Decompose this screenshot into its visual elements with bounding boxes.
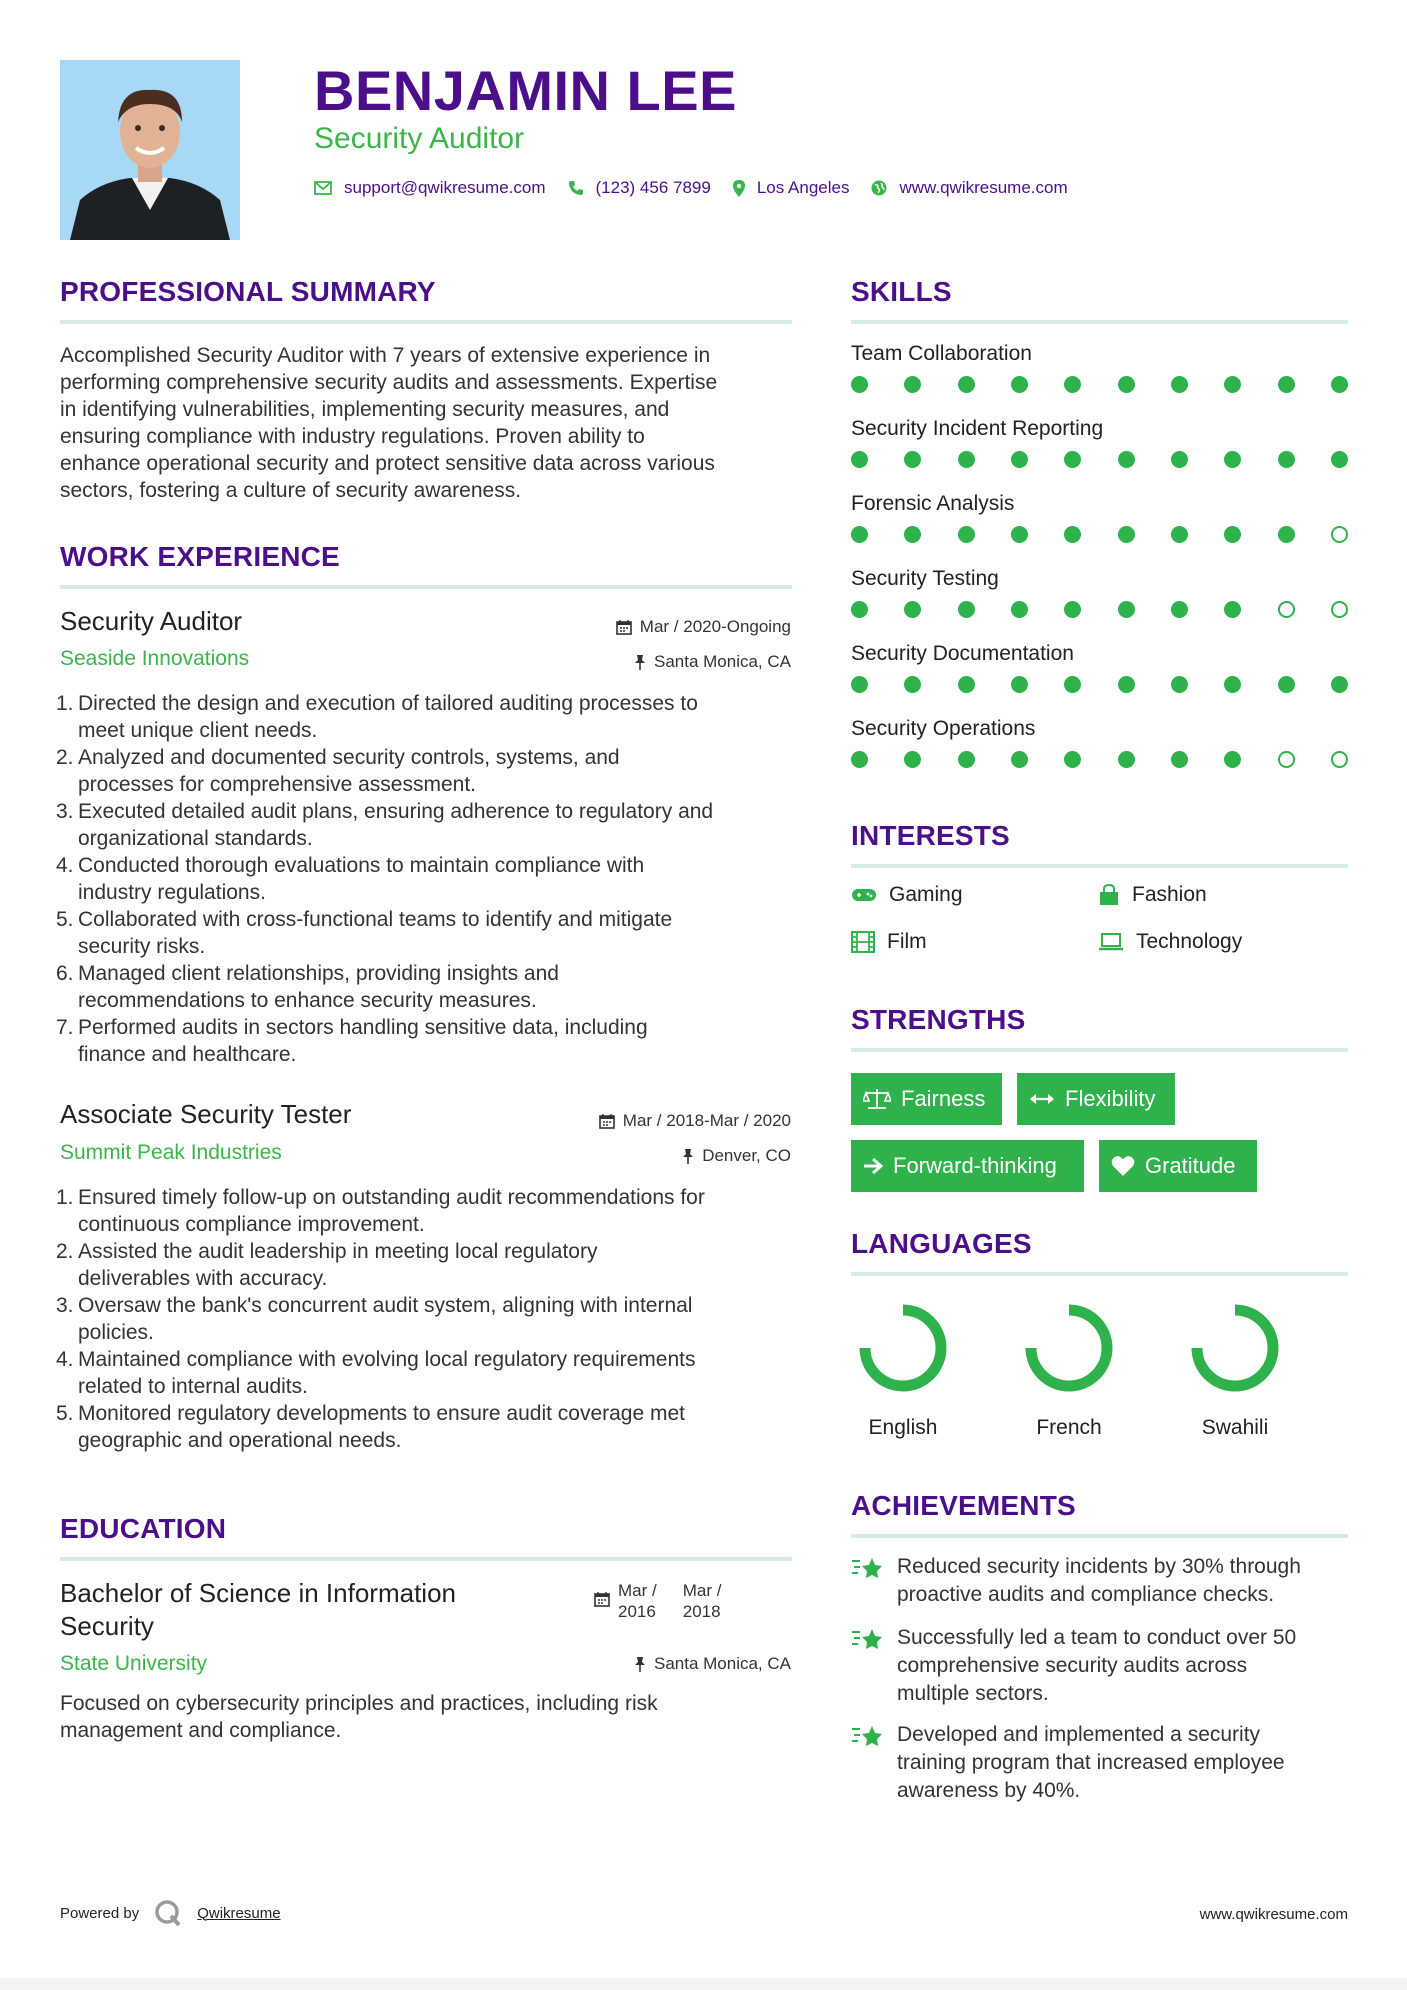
- section-divider: [851, 1048, 1348, 1052]
- rating-dot-filled: [1011, 751, 1028, 768]
- calendar-icon: [599, 1113, 615, 1129]
- job-company: Summit Peak Industries: [60, 1141, 282, 1164]
- skill-name: Security Documentation: [851, 642, 1074, 665]
- list-item: 5. Collaborated with cross-functional teams to identify and mitigate security risks.: [56, 908, 673, 958]
- rating-dot-filled: [1118, 451, 1135, 468]
- rating-dot-filled: [1171, 451, 1188, 468]
- contact-website[interactable]: [871, 178, 1067, 198]
- shooting-star-icon: [851, 1555, 885, 1583]
- skill-name: Forensic Analysis: [851, 492, 1015, 515]
- rating-dot-filled: [851, 751, 868, 768]
- interest-label: Fashion: [1132, 883, 1207, 906]
- rating-dot-empty: [1331, 526, 1348, 543]
- rating-dot-filled: [1278, 676, 1295, 693]
- rating-dot-filled: [1011, 376, 1028, 393]
- rating-dot-filled: [851, 601, 868, 618]
- language-item: [1175, 1300, 1295, 1440]
- proficiency-arc: [865, 1310, 941, 1386]
- job-company: Seaside Innovations: [60, 647, 250, 670]
- skill-item: [851, 717, 1348, 741]
- list-item: 3. Executed detailed audit plans, ensuring adherence to regulatory and organizational standards.: [56, 800, 714, 850]
- map-marker-icon: [733, 180, 745, 197]
- skill-name: Team Collaboration: [851, 342, 1032, 365]
- skill-name: Security Operations: [851, 717, 1036, 740]
- rating-dot-filled: [1278, 451, 1295, 468]
- language-proficiency-ring: [1021, 1300, 1117, 1396]
- education-section-heading: [60, 1513, 792, 1561]
- interest-item: [1098, 883, 1207, 907]
- rating-dot-filled: [1011, 676, 1028, 693]
- language-item: [1009, 1300, 1129, 1440]
- candidate-role: Security Auditor: [314, 122, 525, 155]
- email-text: support@qwikresume.com: [344, 178, 546, 197]
- strength-tag: [1099, 1140, 1257, 1192]
- list-item: 7. Performed audits in sectors handling sensitive data, including finance and healthcare.: [56, 1016, 648, 1066]
- proficiency-arc: [1031, 1310, 1107, 1386]
- job-bullets: [56, 1184, 796, 1454]
- rating-dot-filled: [1011, 451, 1028, 468]
- phone-text: (123) 456 7899: [595, 178, 711, 197]
- rating-dot-filled: [1118, 376, 1135, 393]
- profile-photo: [60, 60, 240, 240]
- language-name: English: [868, 1416, 938, 1439]
- section-divider: [851, 1272, 1348, 1276]
- rating-dot-filled: [1224, 376, 1241, 393]
- section-title: WORK EXPERIENCE: [60, 541, 340, 572]
- rating-dot-filled: [904, 751, 921, 768]
- rating-dot-filled: [1278, 526, 1295, 543]
- summary-text: [60, 342, 792, 504]
- contact-location[interactable]: [733, 178, 850, 198]
- interest-label: Gaming: [889, 883, 963, 906]
- summary-line: in identifying vulnerabilities, implementing security measures, and: [60, 398, 670, 421]
- interests-section-heading: [851, 820, 1348, 868]
- interest-item: [851, 883, 963, 907]
- date-text: Mar / 2018-Mar / 2020: [622, 1111, 791, 1130]
- contact-phone[interactable]: [568, 178, 711, 198]
- arrow-right-icon: [863, 1157, 883, 1175]
- rating-dot-filled: [1224, 751, 1241, 768]
- rating-dot-filled: [958, 451, 975, 468]
- date-text: Mar / 2020-Ongoing: [639, 617, 791, 636]
- section-divider: [851, 864, 1348, 868]
- summary-line: enhance operational security and protect sensitive data across various: [60, 452, 715, 475]
- rating-dot-empty: [1278, 601, 1295, 618]
- achievements-section-heading: [851, 1490, 1348, 1538]
- skill-rating: [851, 526, 1348, 546]
- shooting-star-icon: [851, 1723, 885, 1751]
- rating-dot-filled: [851, 376, 868, 393]
- job-bullets: [56, 690, 796, 1068]
- list-item: 4. Maintained compliance with evolving local regulatory requirements related to internal audits.: [56, 1348, 696, 1398]
- rating-dot-filled: [1171, 526, 1188, 543]
- footer-website-link[interactable]: www.qwikresume.com: [1199, 1906, 1348, 1923]
- rating-dot-filled: [1331, 676, 1348, 693]
- contact-email[interactable]: [314, 178, 546, 198]
- footer-branding: [60, 1898, 281, 1928]
- skill-rating: [851, 451, 1348, 471]
- list-item: 5. Monitored regulatory developments to ensure audit coverage met geographic and operational needs.: [56, 1402, 686, 1452]
- rating-dot-filled: [1118, 526, 1135, 543]
- rating-dot-filled: [1331, 451, 1348, 468]
- education-description: Focused on cybersecurity principles and practices, including risk management and compliance.: [60, 1692, 658, 1742]
- proficiency-arc: [1197, 1310, 1273, 1386]
- location-text: Denver, CO: [702, 1146, 791, 1165]
- rating-dot-filled: [958, 526, 975, 543]
- list-item: 2. Assisted the audit leadership in meeting local regulatory deliverables with accuracy.: [56, 1240, 598, 1290]
- education-location: [634, 1654, 791, 1674]
- rating-dot-filled: [851, 676, 868, 693]
- website-text: www.qwikresume.com: [899, 178, 1068, 197]
- strength-label: Fairness: [901, 1086, 986, 1111]
- achievement-item: Developed and implemented a security training program that increased employee awareness by 40%.: [851, 1721, 1348, 1805]
- section-title: STRENGTHS: [851, 1004, 1026, 1035]
- section-divider: [851, 1534, 1348, 1538]
- skill-rating: [851, 376, 1348, 396]
- section-title: EDUCATION: [60, 1513, 227, 1544]
- skill-item: [851, 342, 1348, 366]
- experience-section-heading: [60, 541, 792, 589]
- list-item: 2. Analyzed and documented security controls, systems, and processes for comprehensive assessment.: [56, 746, 620, 796]
- film-icon: [851, 931, 875, 953]
- section-title: SKILLS: [851, 276, 952, 307]
- summary-line: sectors, fostering a culture of security awareness.: [60, 479, 522, 502]
- strength-label: Flexibility: [1065, 1086, 1156, 1111]
- rating-dot-filled: [1011, 601, 1028, 618]
- section-divider: [60, 320, 792, 324]
- rating-dot-filled: [904, 676, 921, 693]
- language-name: French: [1036, 1416, 1102, 1439]
- rating-dot-filled: [1224, 451, 1241, 468]
- rating-dot-filled: [958, 751, 975, 768]
- rating-dot-empty: [1278, 751, 1295, 768]
- rating-dot-filled: [1171, 676, 1188, 693]
- language-proficiency-ring: [855, 1300, 951, 1396]
- skill-rating: [851, 751, 1348, 771]
- rating-dot-filled: [1224, 676, 1241, 693]
- rating-dot-filled: [904, 601, 921, 618]
- job-date: [616, 617, 791, 637]
- rating-dot-filled: [1331, 376, 1348, 393]
- qwikresume-logo-icon: [153, 1898, 183, 1928]
- interest-label: Technology: [1136, 930, 1243, 953]
- envelope-icon: [314, 181, 332, 195]
- rating-dot-filled: [851, 451, 868, 468]
- pushpin-icon: [634, 654, 646, 670]
- rating-dot-filled: [1011, 526, 1028, 543]
- powered-by-text: Powered by: [60, 1904, 140, 1922]
- shopping-bag-icon: [1098, 884, 1120, 906]
- rating-dot-empty: [1331, 751, 1348, 768]
- rating-dot-filled: [904, 451, 921, 468]
- laptop-icon: [1098, 932, 1124, 952]
- school-name: State University: [60, 1652, 208, 1675]
- rating-dot-filled: [1118, 676, 1135, 693]
- section-title: LANGUAGES: [851, 1228, 1032, 1259]
- strengths-section-heading: [851, 1004, 1348, 1052]
- rating-dot-filled: [1064, 676, 1081, 693]
- shooting-star-icon: [851, 1626, 885, 1654]
- interest-item: [1098, 930, 1242, 954]
- pushpin-icon: [682, 1148, 694, 1164]
- rating-dot-filled: [1118, 601, 1135, 618]
- rating-dot-empty: [1331, 601, 1348, 618]
- job-title: Associate Security Tester: [60, 1099, 352, 1129]
- rating-dot-filled: [851, 526, 868, 543]
- rating-dot-filled: [904, 526, 921, 543]
- candidate-name: BENJAMIN LEE: [314, 59, 737, 122]
- pushpin-icon: [634, 1656, 646, 1672]
- job-location: [682, 1146, 791, 1166]
- achievement-item: Reduced security incidents by 30% through proactive audits and compliance checks.: [851, 1553, 1348, 1609]
- balance-scale-icon: [863, 1088, 891, 1110]
- calendar-icon: [616, 619, 632, 635]
- list-item: 1. Ensured timely follow-up on outstanding audit recommendations for continuous compliance improvement.: [56, 1186, 705, 1236]
- phone-icon: [568, 180, 584, 196]
- heart-icon: [1111, 1155, 1135, 1177]
- section-title: PROFESSIONAL SUMMARY: [60, 276, 436, 307]
- strength-label: Gratitude: [1145, 1153, 1236, 1178]
- summary-line: performing comprehensive security audits and assessments. Expertise: [60, 371, 718, 394]
- job-location: [634, 652, 791, 672]
- rating-dot-filled: [1064, 601, 1081, 618]
- summary-line: ensuring compliance with industry regulations. Proven ability to: [60, 425, 645, 448]
- section-title: ACHIEVEMENTS: [851, 1490, 1076, 1521]
- education-date: Mar / 2016 Mar / 2018: [594, 1580, 721, 1622]
- list-item: 6. Managed client relationships, providing insights and recommendations to enhance security measures.: [56, 962, 559, 1012]
- calendar-icon: [594, 1591, 610, 1607]
- section-title: INTERESTS: [851, 820, 1010, 851]
- list-item: 1. Directed the design and execution of tailored auditing processes to meet unique client needs.: [56, 692, 698, 742]
- strength-tag: [1017, 1073, 1175, 1125]
- rating-dot-filled: [1064, 451, 1081, 468]
- arrows-horizontal-icon: [1029, 1092, 1055, 1106]
- section-divider: [60, 585, 792, 589]
- interest-label: Film: [887, 930, 927, 953]
- bottom-bar: [0, 1978, 1407, 1990]
- brand-link[interactable]: Qwikresume: [197, 1904, 281, 1922]
- language-item: [843, 1300, 963, 1440]
- rating-dot-filled: [1224, 526, 1241, 543]
- contact-bar: [314, 178, 1090, 198]
- list-item: 4. Conducted thorough evaluations to maintain compliance with industry regulations.: [56, 854, 645, 904]
- achievement-item: Successfully led a team to conduct over 50 comprehensive security audits across multiple sectors.: [851, 1624, 1348, 1708]
- skill-item: [851, 567, 1348, 591]
- strength-tag: [851, 1073, 1002, 1125]
- rating-dot-filled: [958, 676, 975, 693]
- section-divider: [60, 1557, 792, 1561]
- rating-dot-filled: [1064, 526, 1081, 543]
- summary-section-heading: [60, 276, 792, 324]
- strength-tag: [851, 1140, 1084, 1192]
- language-name: Swahili: [1201, 1416, 1269, 1439]
- rating-dot-filled: [958, 601, 975, 618]
- skill-name: Security Incident Reporting: [851, 417, 1104, 440]
- summary-line: Accomplished Security Auditor with 7 years of extensive experience in: [60, 344, 711, 367]
- rating-dot-filled: [1171, 601, 1188, 618]
- language-proficiency-ring: [1187, 1300, 1283, 1396]
- skill-name: Security Testing: [851, 567, 999, 590]
- rating-dot-filled: [1171, 751, 1188, 768]
- skill-rating: [851, 601, 1348, 621]
- rating-dot-filled: [1118, 751, 1135, 768]
- job-date: [599, 1111, 791, 1131]
- strength-label: Forward-thinking: [893, 1153, 1057, 1178]
- skills-section-heading: [851, 276, 1348, 324]
- rating-dot-filled: [1064, 376, 1081, 393]
- location-text: Santa Monica, CA: [653, 652, 791, 671]
- rating-dot-filled: [1171, 376, 1188, 393]
- list-item: 3. Oversaw the bank's concurrent audit system, aligning with internal policies.: [56, 1294, 693, 1344]
- degree-title: Bachelor of Science in Information Security: [60, 1578, 456, 1641]
- globe-icon: [871, 180, 887, 196]
- rating-dot-filled: [1224, 601, 1241, 618]
- job-title: Security Auditor: [60, 606, 243, 636]
- rating-dot-filled: [904, 376, 921, 393]
- gamepad-icon: [851, 887, 877, 903]
- interest-item: [851, 930, 927, 954]
- skill-rating: [851, 676, 1348, 696]
- skill-item: [851, 417, 1348, 441]
- rating-dot-filled: [1064, 751, 1081, 768]
- skill-item: [851, 492, 1348, 516]
- section-divider: [851, 320, 1348, 324]
- location-text: Santa Monica, CA: [653, 1654, 791, 1673]
- rating-dot-filled: [1278, 376, 1295, 393]
- location-text: Los Angeles: [756, 178, 850, 197]
- rating-dot-filled: [958, 376, 975, 393]
- languages-section-heading: [851, 1228, 1348, 1276]
- skill-item: [851, 642, 1348, 666]
